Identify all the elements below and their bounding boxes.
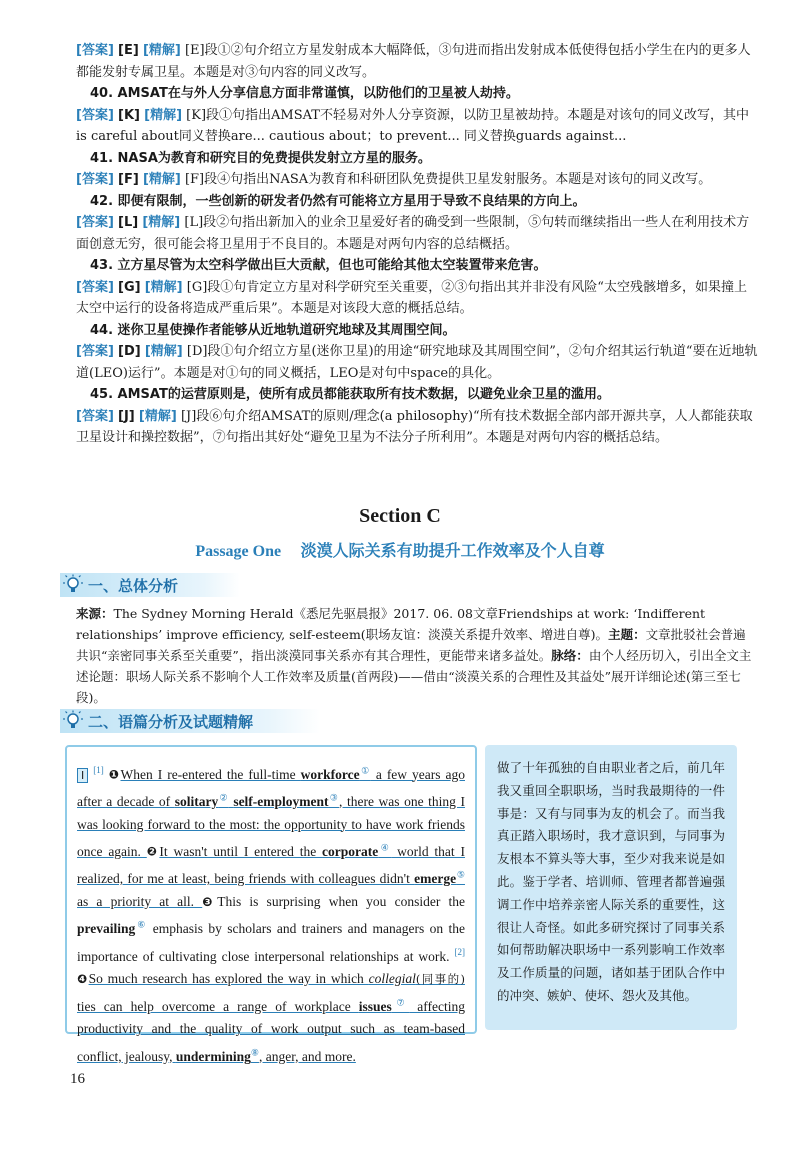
heading-discourse-analysis xyxy=(60,709,320,733)
question-statement: 45. AMSAT的运营原则是，使所有成员都能获取所有技术数据，以避免业余卫星的滥用。 xyxy=(90,387,610,402)
explain-tag: [精解] xyxy=(138,408,177,424)
chinese-translation: 做了十年孤独的自由职业者之后，前几年我又重回全职职场，当时我最期待的一件事是：又有与同事为友的机会了。而当我真正踏入职场时，我才意识到，与同事为友根本不算头等大事，至少对我来说是如此。鉴于学者、培训师、管理者都普遍强调工作中培养亲密人际关系的重要性，这很让人奇怪。如此多研究探讨了同事关系如何帮助解决职场中一系列影响工作效率及工作质量的问题，诸如基于团队合作中的冲突、嫉妒、使坏、怨火及其他。 xyxy=(497,760,725,1003)
question-statement: 44. 迷你卫星使操作者能够从近地轨道研究地球及其周围空间。 xyxy=(90,322,456,338)
question-statement: 41. NASA为教育和研究目的免费提供发射立方星的服务。 xyxy=(90,150,431,166)
context-text: 由个人经历切入，引出全文主述论题：职场人际关系不影响个人工作效率及质量(首两段)——借由“淡漠关系的合理性及其益处”展开详细论述(第三至七段)。 xyxy=(76,648,752,705)
question-statement: 40. AMSAT在与外人分享信息方面非常谨慎，以防他们的卫星被人劫持。 xyxy=(90,86,519,101)
explain-tag: [精解] xyxy=(144,344,183,359)
answer-letter: [L] xyxy=(118,215,139,230)
answer-letter: [F] xyxy=(118,172,139,187)
answer-letter: [G] xyxy=(118,279,141,295)
explain-tag: [精解] xyxy=(142,172,181,187)
explain-tag: [精解] xyxy=(142,215,181,230)
vocab-word: collegial xyxy=(368,971,416,987)
theme-text: 文章批驳社会普遍共识“亲密同事关系至关重要”，指出淡漠同事关系亦有其合理性，更能带来诸多益处。 xyxy=(76,627,746,663)
section-title: Section C xyxy=(359,505,441,527)
overview-paragraph xyxy=(76,603,758,708)
passage-label: Passage One xyxy=(195,543,282,560)
page-number: 16 xyxy=(70,1071,85,1087)
answer-letter: [E] xyxy=(118,43,139,58)
sentence-3: This is surprising when you consider the prevailing⑥ emphasis by scholars and trainers and managers on the importance of cultivating close interpersonal relationships at work. xyxy=(77,893,465,964)
answer-explanation xyxy=(76,406,758,449)
explanation-text: [L]段②句指出新加入的业余卫星爱好者的确受到一些限制，⑤句转而继续指出一些人在利用技术方面创意无穷，很可能会将卫星用于不良目的。本题是对两句内容的总结概括。 xyxy=(76,215,750,252)
answer-explanation xyxy=(76,277,758,320)
answer-letter: [K] xyxy=(118,107,140,123)
answer-letter: [D] xyxy=(118,344,141,359)
answer-explanation xyxy=(76,212,758,255)
vocab-word: prevailing xyxy=(77,921,136,937)
vocab-word: issues xyxy=(358,998,392,1014)
answer-letter: [J] xyxy=(118,408,135,424)
english-passage: I [1] ❶When I re-entered the full-time workforce① a few years ago after a decade of solitary② self-employment③, there was one thing I was looking forward to the most: the opportunity to have work friends once again. ❷It wasn't until I entered the corporate④ world that I realized, for me at least, being friends with colleagues didn't emerge⑤ as a priority at all. ❸This is surprising when you consider the prevailing⑥ emphasis by scholars and trainers and managers on the importance of cultivating close interpersonal relationships at work. [2] ❹So much research has explored the way in which collegial(同事的) ties can help overcome a range of workplace issues⑦ affecting productivity and the quality of work output such as team-based conflict, jealousy, undermining⑧, anger, and more. xyxy=(77,765,466,1064)
passage-title-text: 淡漠人际关系有助提升工作效率及个人自尊 xyxy=(300,541,605,560)
paragraph-label: I xyxy=(77,768,88,783)
explanation-text: [J]段⑥句介绍AMSAT的原则/理念(a philosophy)“所有技术数据全部内部开源共享，人人都能获取卫星设计和操控数据”，⑦句指出其好处“避免卫星为不法分子所利用”。本题是对两句内容的概括总结。 xyxy=(76,408,753,445)
explain-tag: [精解] xyxy=(144,107,183,123)
heading-text: 二、语篇分析及试题精解 xyxy=(88,712,254,731)
theme-label: 主题： xyxy=(608,627,646,642)
explain-tag: [精解] xyxy=(142,43,181,58)
sentence-1: When I re-entered the full-time workforce① a few years ago after a decade of solitary② self-employment③, there was one thing I was looking forward to the most: the opportunity to have work friends once again. xyxy=(77,765,466,859)
vocab-word: emerge xyxy=(414,871,457,887)
english-passage-box xyxy=(65,745,477,1064)
sentence-2: It wasn't until I entered the corporate④ world that I realized, for me at least, being friends with colleagues didn't emerge⑤ as a priority at all. xyxy=(77,842,465,909)
answer-tag: [答案] xyxy=(76,344,114,359)
explanation-text: [F]段④句指出NASA为教育和科研团队免费提供卫星发射服务。本题是对该句的同义改写。 xyxy=(184,172,712,187)
vocab-word: undermining xyxy=(175,1048,251,1064)
explanation-text: [G]段①句肯定立方星对科学研究至关重要，②③句指出其并非没有风险“太空残骸增多，如果撞上太空中运行的设备将造成严重后果”。本题是对该段大意的概括总结。 xyxy=(76,279,747,316)
answer-tag: [答案] xyxy=(76,172,114,187)
answer-explanation xyxy=(76,40,758,83)
explanation-text: [K]段①句指出AMSAT不轻易对外人分享资源，以防卫星被劫持。本题是对该句的同义改写，其中is careful about同义替换are... cautious about；to prevent... 同义替换guards against... xyxy=(76,107,749,144)
answer-tag: [答案] xyxy=(76,215,114,230)
answer-explanation xyxy=(76,169,758,191)
passage-title xyxy=(0,538,800,561)
sentence-4: So much research has explored the way in which collegial(同事的) ties can help overcome a range of workplace issues⑦ affecting productivity and the quality of work output such as team-based conflict, jealousy, undermining⑧, anger, and more. xyxy=(77,971,465,1064)
context-label: 脉络： xyxy=(551,648,589,663)
heading-overall-analysis xyxy=(60,573,240,597)
answer-explanation xyxy=(76,105,758,148)
vocab-word: workforce xyxy=(300,766,360,782)
answer-tag: [答案] xyxy=(76,107,114,123)
answer-tag: [答案] xyxy=(76,43,114,58)
question-statement: 42. 即便有限制，一些创新的研发者仍然有可能将立方星用于导致不良结果的方向上。 xyxy=(90,193,586,209)
answer-explanation xyxy=(76,341,758,384)
answer-list xyxy=(76,40,758,449)
chinese-translation-box xyxy=(485,745,737,1030)
vocab-word: solitary xyxy=(174,793,219,809)
question-statement: 43. 立方星尽管为太空科学做出巨大贡献，但也可能给其他太空装置带来危害。 xyxy=(90,258,547,273)
lightbulb-icon xyxy=(62,710,84,732)
source-text: The Sydney Morning Herald《悉尼先驱晨报》2017. 06. 08文章Friendships at work: ‘Indifferent relationships’ improve efficiency, self-esteem(职场友谊：淡漠关系提升效率、增进自尊)。 xyxy=(76,606,706,642)
explanation-text: [D]段①句介绍立方星(迷你卫星)的用途“研究地球及其周围空间”，②句介绍其运行轨道“要在近地轨道(LEO)运行”。本题是对①句的同义概括，LEO是对句中space的具化。 xyxy=(76,344,758,381)
answer-tag: [答案] xyxy=(76,408,114,424)
answer-tag: [答案] xyxy=(76,279,114,295)
explain-tag: [精解] xyxy=(144,279,183,295)
lightbulb-icon xyxy=(62,574,84,596)
heading-text: 一、总体分析 xyxy=(88,576,179,595)
vocab-word: self-employment xyxy=(233,793,329,809)
explanation-text: [E]段①②句介绍立方星发射成本大幅降低，③句进而指出发射成本低使得包括小学生在内的更多人都能发射专属卫星。本题是对③句内容的同义改写。 xyxy=(76,43,751,80)
vocab-word: corporate xyxy=(322,843,379,859)
source-label: 来源： xyxy=(76,606,114,621)
